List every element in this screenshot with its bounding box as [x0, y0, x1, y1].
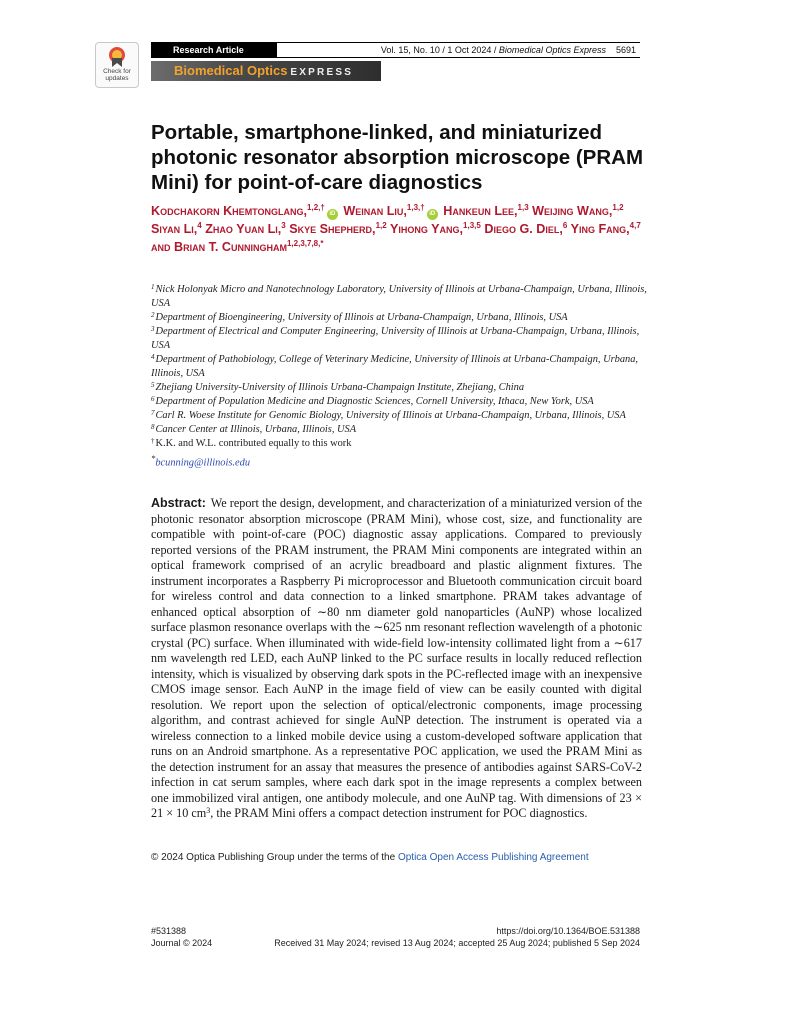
- page-number: 5691: [615, 45, 636, 55]
- author-name: [390, 222, 481, 236]
- abstract-text: We report the design, development, and characterization of a miniaturized version of the photonic resonator absorption microscope (PRAM Mini), whose cost, size, and functionality are compatible with point-of-care (POC) diagnostic assay applications. Compared to previously reported versions of the PRAM instrument, the PRAM Mini components are integrated within an optical framework comprised of an acrylic breadboard and plastic alignment fixtures. The instrument incorporates a Raspberry Pi microprocessor and Bluetooth communication circuit board for wireless control and data connection to a linked smartphone. PRAM takes advantage of enhanced optical absorption of ∼80 nm diameter gold nanoparticles (AuNP) whose localized surface plasmon resonance overlaps with the ∼625 nm resonant reflection wavelength of a photonic crystal (PC) surface. When illuminated with wide-field low-intensity collimated light from a ∼617 nm wavelength red LED, each AuNP linked to the PC surface results in locally reduced reflection intensity, which is visualized by observing dark spots in the PC-reflected image with an inexpensive CMOS image sensor. Each AuNP in the image field of view can be easily counted with digital resolution. We report upon the selection of optical/electronic components, image processing algorithm, and contrast achieved for single AuNP detection. The instrument is operated via a wireless connection to a linked mobile device using a custom-developed software application that runs on an Android smartphone. As a representative POC application, we used the PRAM Mini as the detection instrument for an assay that measures the presence of antibodies against SARS-CoV-2 infection in cat serum samples, where each dark spot in the image represents a complex between one immobilized viral antigen, one antibody molecule, and one AuNP tag. With dimensions of 23 × 21 × 10 cm: [151, 496, 642, 820]
- journal-banner: [151, 61, 381, 81]
- affiliation-number: 2: [151, 311, 155, 319]
- author-name-text: Diego G. Diel,: [484, 222, 563, 236]
- affiliation-text: Nick Holonyak Micro and Nanotechnology Laboratory, University of Illinois at Urbana-Champaign, Urbana, Illinois, USA: [151, 284, 647, 309]
- badge-label-line2: updates: [105, 75, 129, 82]
- affiliation-text: Department of Pathobiology, College of Veterinary Medicine, University of Illinois at Urbana-Champaign, Urbana, Illinois, USA: [151, 354, 639, 379]
- author-name-text: Siyan Li,: [151, 222, 198, 236]
- author-name-text: Zhao Yuan Li,: [205, 222, 282, 236]
- author-affiliation-sup: 1,2,†: [307, 203, 325, 212]
- author-name: [205, 222, 286, 236]
- affiliation-text: Department of Population Medicine and Diagnostic Sciences, Cornell University, Ithaca, New York, USA: [155, 396, 594, 407]
- affiliation-number: 1: [151, 283, 155, 291]
- author-affiliation-sup: 1,2,3,7,8,*: [286, 239, 324, 248]
- affiliation-text: Cancer Center at Illinois, Urbana, Illinois, USA: [155, 424, 357, 435]
- author-name-text: Kodchakorn Khemtonglang,: [151, 204, 308, 218]
- paper-title: Portable, smartphone-linked, and miniaturized photonic resonator absorption microscope (PRAM Mini) for point-of-care diagnostics: [151, 121, 644, 194]
- equal-contribution-note: [151, 437, 651, 451]
- affiliation-number: 7: [151, 409, 155, 417]
- manuscript-id: #531388: [151, 926, 187, 936]
- journal-banner-express: EXPRESS: [290, 67, 354, 78]
- abstract-text-end: , the PRAM Mini offers a compact detection instrument for POC diagnostics.: [210, 806, 588, 820]
- author-name: [532, 204, 623, 218]
- affiliation-item: [151, 381, 651, 395]
- affiliation-number: 8: [151, 423, 155, 431]
- author-name: [443, 204, 528, 218]
- affiliation-text: Department of Bioengineering, University of Illinois at Urbana-Champaign, Urbana, Illinois, USA: [155, 312, 568, 323]
- dagger-mark: †: [151, 437, 155, 445]
- footer-right: [274, 925, 640, 949]
- affiliation-item: [151, 409, 651, 423]
- author-name: [289, 222, 386, 236]
- abstract-superscript: 3: [206, 806, 211, 815]
- author-name: [151, 240, 323, 254]
- journal-copyright: Journal © 2024: [151, 938, 213, 948]
- journal-name: Biomedical Optics Express: [498, 45, 606, 55]
- doi-link[interactable]: https://doi.org/10.1364/BOE.531388: [496, 926, 640, 936]
- license-prefix: © 2024 Optica Publishing Group under the terms of the: [151, 852, 398, 863]
- author-affiliation-sup: 1,2: [375, 221, 387, 230]
- author-list: [151, 202, 651, 256]
- author-name-text: Skye Shepherd,: [289, 222, 376, 236]
- author-affiliation-sup: 1,3,†: [406, 203, 425, 212]
- author-name-text: and Brian T. Cunningham: [151, 240, 287, 254]
- author-affiliation-sup: 1,2: [612, 203, 624, 212]
- header-bar: [151, 42, 640, 58]
- affiliation-number: 5: [151, 381, 155, 389]
- affiliation-item: [151, 325, 651, 353]
- affiliation-item: [151, 395, 651, 409]
- author-affiliation-sup: 1,3,5: [463, 221, 481, 230]
- affiliation-item: [151, 283, 651, 311]
- orcid-icon[interactable]: iD: [427, 209, 438, 220]
- license-line: [151, 851, 651, 864]
- author-affiliation-sup: 1,3: [517, 203, 529, 212]
- affiliation-item: [151, 423, 651, 437]
- author-name-text: Weinan Liu,: [343, 204, 407, 218]
- corresponding-email-link[interactable]: bcunning@illinois.edu: [155, 457, 251, 469]
- affiliation-list: [151, 283, 651, 470]
- journal-banner-name: Biomedical Optics: [174, 63, 288, 78]
- article-type-label: Research Article: [151, 43, 277, 57]
- affiliation-text: Zhejiang University-University of Illinois Urbana-Champaign Institute, Zhejiang, China: [155, 382, 525, 393]
- affiliation-item: [151, 311, 651, 325]
- volume-issue: Vol. 15, No. 10 / 1 Oct 2024 /: [380, 45, 499, 55]
- author-name-text: Ying Fang,: [570, 222, 630, 236]
- author-affiliation-sup: 6: [562, 221, 568, 230]
- affiliation-text: Department of Electrical and Computer Engineering, University of Illinois at Urbana-Champaign, Urbana, Illinois, USA: [151, 326, 640, 351]
- author-name: [484, 222, 567, 236]
- footer-left: [151, 925, 212, 949]
- asterisk-mark: *: [151, 453, 156, 463]
- author-name: [343, 204, 439, 218]
- affiliation-number: 6: [151, 395, 155, 403]
- license-link[interactable]: Optica Open Access Publishing Agreement: [397, 852, 589, 863]
- check-for-updates-badge[interactable]: [95, 42, 139, 88]
- affiliation-text: Carl R. Woese Institute for Genomic Biology, University of Illinois at Urbana-Champaign, Urbana, Illinois, USA: [155, 410, 626, 421]
- author-affiliation-sup: 4: [197, 221, 202, 230]
- affiliation-item: [151, 353, 651, 381]
- abstract: [151, 496, 642, 822]
- corresponding-email-line: [151, 451, 651, 470]
- author-name-text: Weijing Wang,: [532, 204, 613, 218]
- abstract-label: Abstract:: [151, 496, 206, 510]
- author-name: [151, 204, 340, 218]
- author-name-text: Yihong Yang,: [389, 222, 464, 236]
- author-affiliation-sup: 4,7: [629, 221, 641, 230]
- badge-label-line1: Check for: [103, 68, 131, 75]
- author-affiliation-sup: 3: [281, 221, 286, 230]
- affiliation-items: [151, 283, 651, 437]
- author-name: [151, 222, 202, 236]
- author-name-text: Hankeun Lee,: [443, 204, 518, 218]
- affiliation-number: 3: [151, 325, 155, 333]
- journal-info: [381, 43, 636, 57]
- publication-dates: Received 31 May 2024; revised 13 Aug 2024; accepted 25 Aug 2024; published 5 Sep 2024: [274, 938, 640, 948]
- orcid-icon[interactable]: iD: [327, 209, 338, 220]
- bookmark-icon: [107, 46, 127, 68]
- equal-contribution-text: K.K. and W.L. contributed equally to this work: [155, 438, 352, 449]
- affiliation-number: 4: [151, 353, 155, 361]
- author-name: [571, 222, 641, 236]
